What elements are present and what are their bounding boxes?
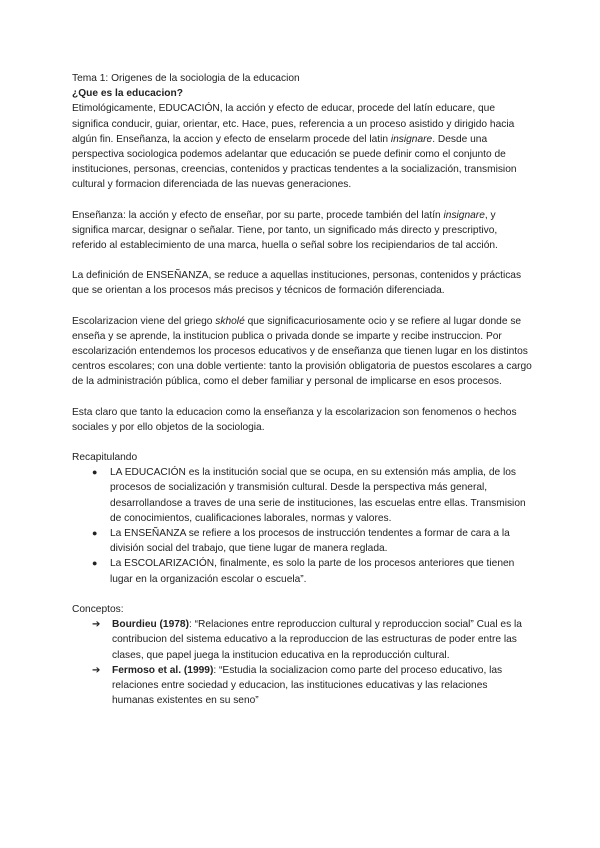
text-run: Escolarizacion viene del griego (72, 315, 216, 327)
text-run: que significacuriosamente ocio y se refiere al lugar donde se enseña y se aprende, la institucion publica o privada donde se imparte y recibe instruccion. Por escolarización entendemos los procesos educativos y de enseñanza que tienen lugar en los distintos centros escolares; con una doble vertiente: tanto la provisión obligatoria de puestos escolares a cargo de la administración pública, como el deber familiar y personal de implicarse en esos procesos. (72, 315, 532, 388)
concept-text: : “Relaciones entre reproduccion cultural y reproduccion social” Cual es la contribucion del sistema educativo a la reproduccion de las estructuras de poder entre las clases, que papel juega la institucion educativa en la reproducción cultural. (112, 619, 522, 661)
list-item (92, 526, 532, 556)
concept-text: : “Estudia la socializacion como parte del proceso educativo, las relaciones entre sociedad y educacion, las instituciones educativas y las relaciones humanas existentes en su seno” (112, 664, 503, 707)
list-item-text: LA EDUCACIÓN es la institución social que se ocupa, en su extensión más amplia, de los procesos de socialización y transmisión cultural. Desde la perspectiva más general, desarrollandose a traves de una serie de instituciones, las escuelas entre ellas. Transmision de conocimientos, cualificaciones laborales, normas y valores. (110, 467, 526, 524)
text-run: Enseñanza: la acción y efecto de enseñar, por su parte, procede también del latín (72, 209, 444, 221)
recap-list (72, 465, 532, 587)
concepts-heading: Conceptos: (72, 603, 124, 615)
recap-heading: Recapitulando (72, 452, 138, 464)
list-item-text: La ENSEÑANZA se refiere a los procesos de instrucción tendentes a formar de cara a la división social del trabajo, que tiene lugar de manera reglada. (110, 528, 510, 555)
bullet-icon: ● (92, 467, 98, 478)
text-run: , y significa marcar, designar o señalar. Tiene, por tanto, un significado más directo y prescriptivo, referido al establecimiento de una marca, huella o señal sobre los recipiendarios de tal acción. (72, 209, 498, 252)
section-question: ¿Que es la educacion? (72, 88, 183, 100)
paragraph-conclusion: Esta claro que tanto la educacion como la enseñanza y la escolarizacion son fenomenos o hechos sociales y por ello objetos de la sociologia. (72, 406, 517, 433)
concept-item (92, 617, 532, 663)
paragraph-educacion (72, 101, 532, 192)
paragraph-definicion: La definición de ENSEÑANZA, se reduce a aquellas instituciones, personas, contenidos y prácticas que se orientan a los procesos más precisos y técnicos de formación diferenciada. (72, 270, 522, 297)
list-item-text: La ESCOLARIZACIÓN, finalmente, es solo la parte de los procesos anteriores que tienen lugar en la organización escolar o escuela”. (110, 558, 515, 585)
arrow-icon: ➔ (92, 664, 101, 676)
paragraph-escolarizacion (72, 314, 532, 390)
text-run: Etimológicamente, EDUCACIÓN, la acción y efecto de educar, procede del latín educare, que significa conducir, guiar, orientar, etc. Hace, pues, referencia a un proceso asistido y dirigido hacia algún fin. Enseñanza, la accion y efecto de enselarm procede del latin (72, 103, 515, 145)
italic-term: skholé (215, 315, 245, 327)
document-title: Tema 1: Origenes de la sociologia de la educacion (72, 73, 300, 84)
paragraph-ensenanza (72, 208, 532, 254)
concepts-list (72, 617, 532, 708)
list-item (92, 556, 532, 586)
document-page (72, 71, 532, 708)
concept-author: Bourdieu (1978) (112, 619, 189, 631)
bullet-icon: ● (92, 558, 98, 569)
list-item (92, 465, 532, 526)
concept-author: Fermoso et al. (1999) (112, 664, 214, 676)
concept-item (92, 663, 532, 709)
italic-term: insignare (390, 133, 433, 145)
text-run: . Desde una perspectiva sociologica podemos adelantar que educación se puede definir como el conjunto de instituciones, personas, creencias, contenidos y practicas tendentes a la socialización, transmision cultural y formacion diferenciada de las nuevas generaciones. (72, 133, 517, 191)
bullet-icon: ● (92, 528, 98, 539)
italic-term: insignare (443, 209, 485, 221)
arrow-icon: ➔ (92, 619, 101, 631)
